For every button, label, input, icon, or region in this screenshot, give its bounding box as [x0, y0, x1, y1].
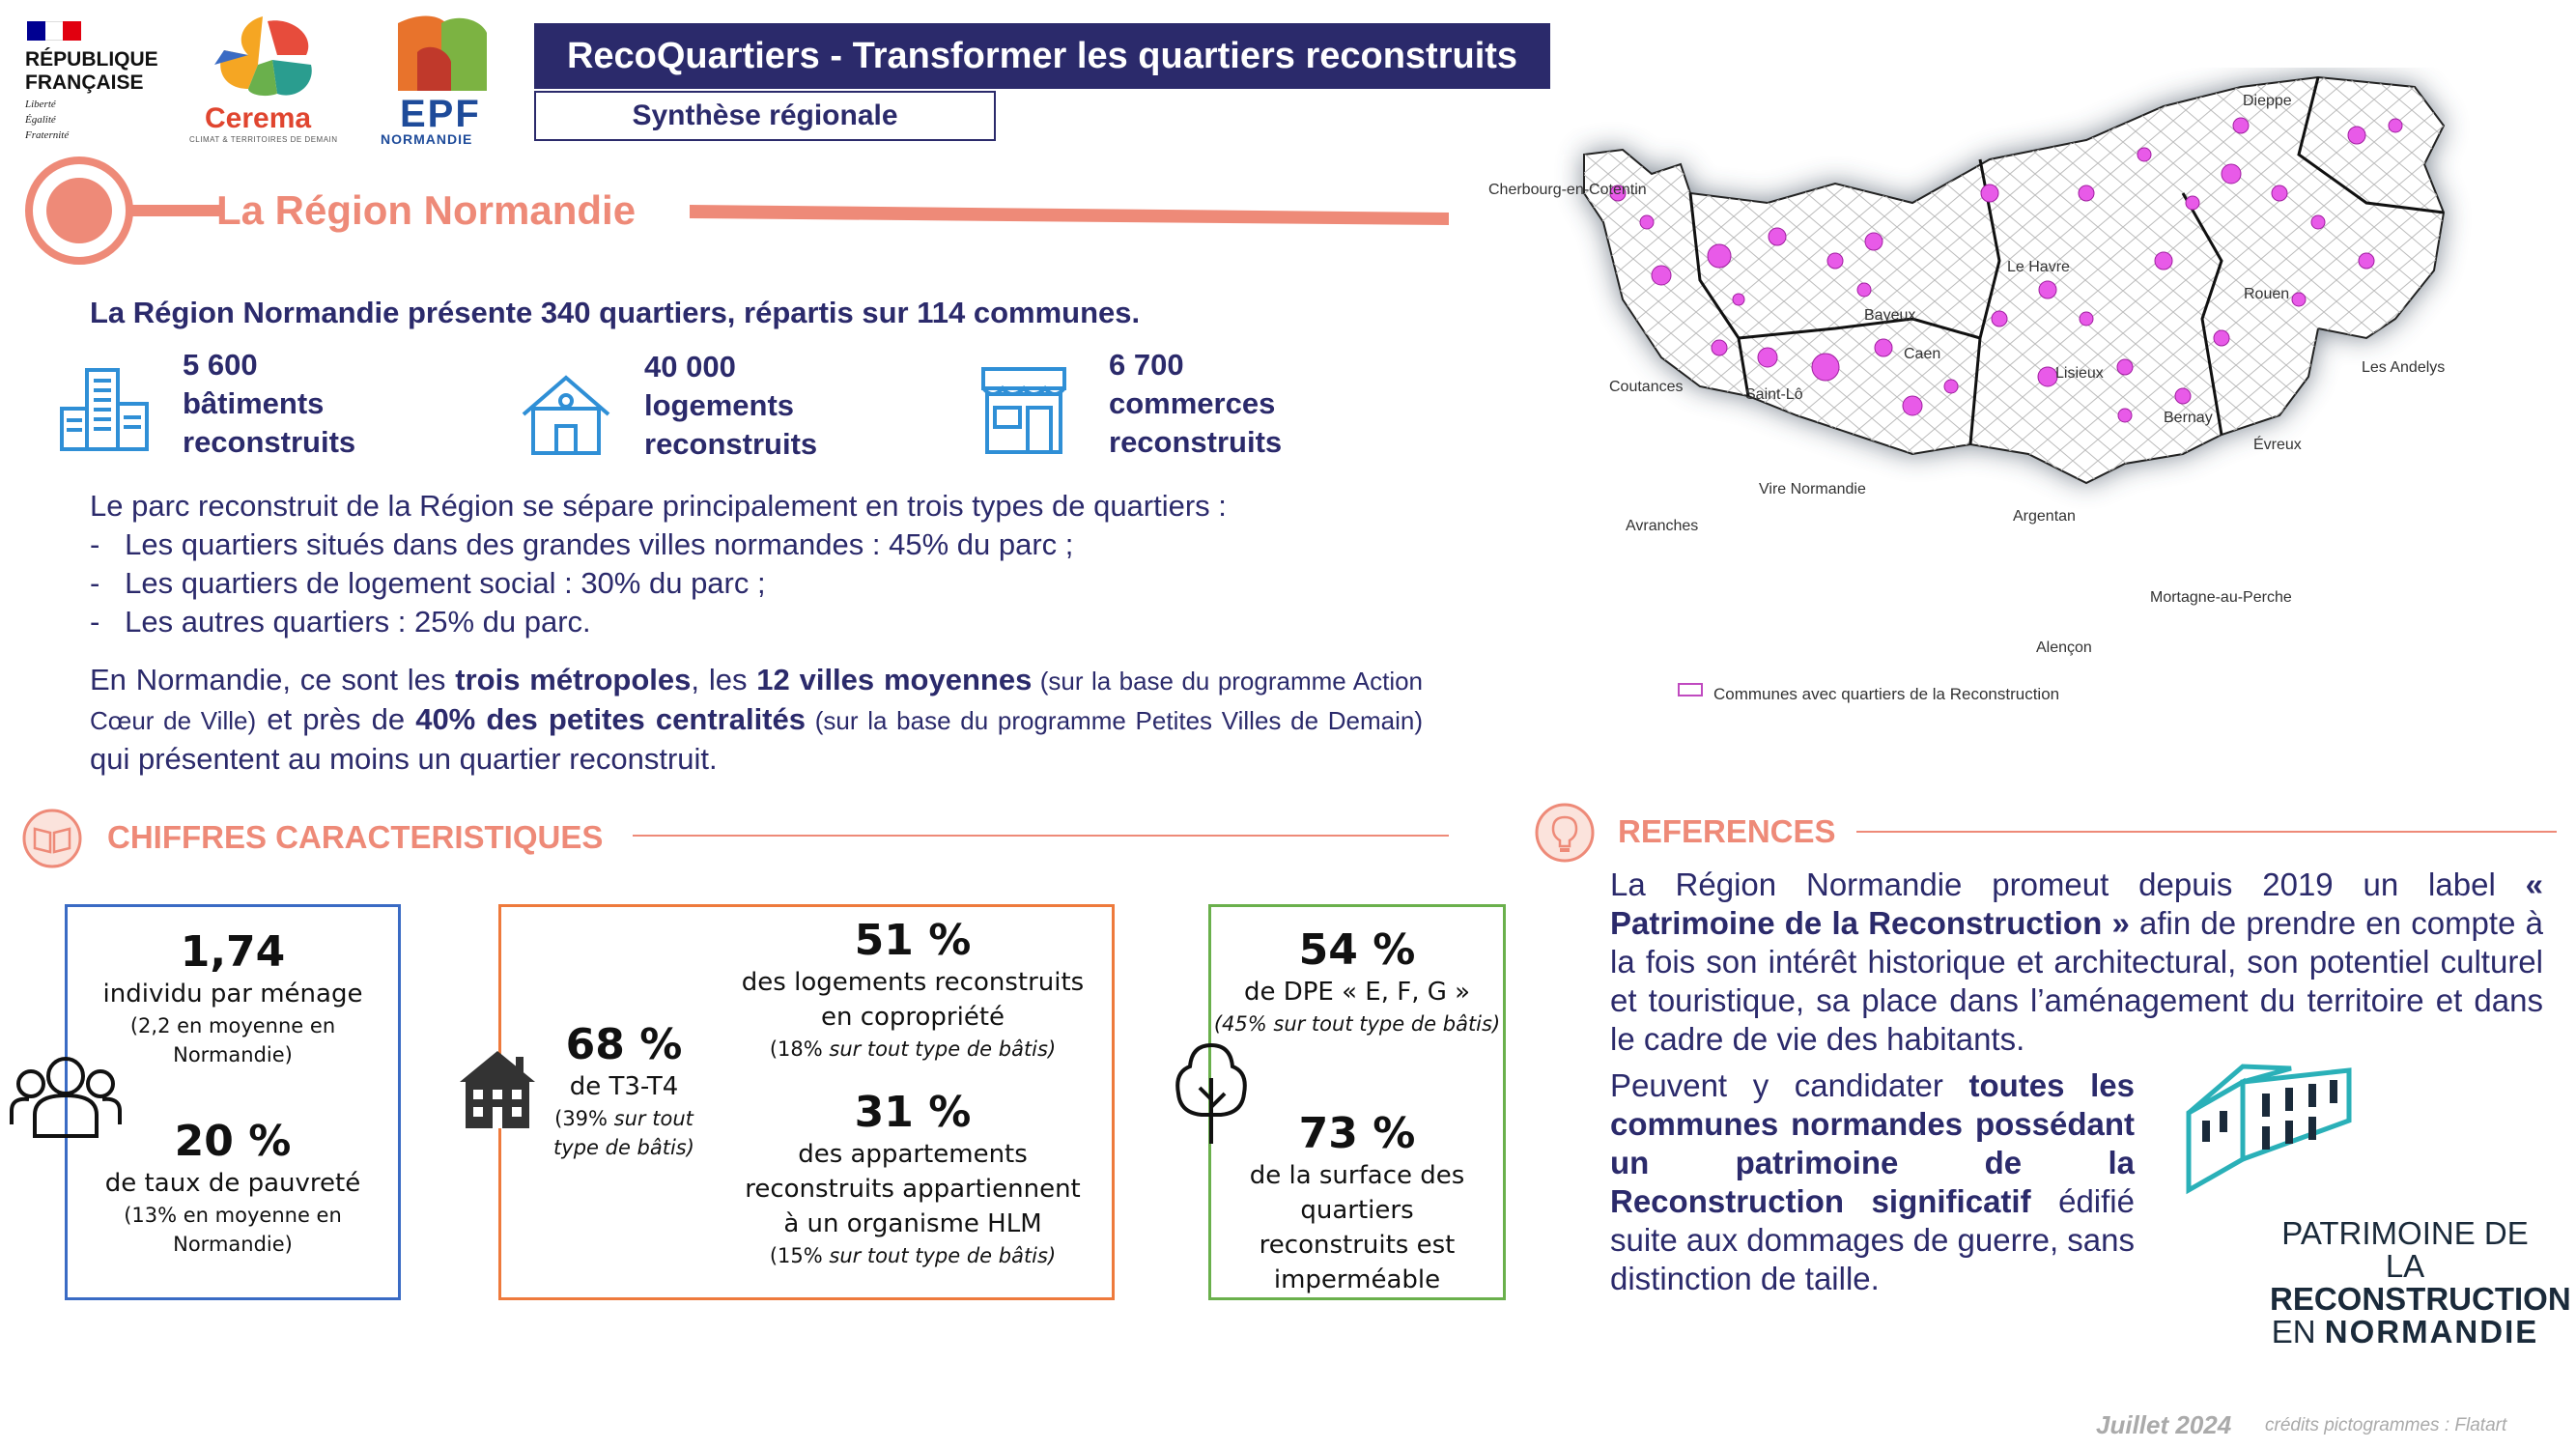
- city-label: Les Andelys: [2362, 359, 2446, 376]
- stat-housing-value: 40 000: [644, 350, 736, 384]
- logo-line3b: NORMANDIE: [2324, 1314, 2539, 1350]
- city-label: Alençon: [2036, 639, 2092, 656]
- city-label: Coutances: [1609, 379, 1684, 395]
- types-item-2-text: Les quartiers de logement social : 30% du parc ;: [125, 566, 766, 600]
- dpe-note: (45% sur tout type de bâtis): [1213, 1012, 1501, 1036]
- hlm-label3: à un organisme HLM: [783, 1209, 1042, 1238]
- ref-text4: édifié suite aux dommages de guerre, sans distinction de taille.: [1610, 1183, 2135, 1296]
- logo-line2: RECONSTRUCTION: [2270, 1281, 2571, 1317]
- copro-note-a: (18%: [769, 1037, 830, 1061]
- hlm-value: 31 %: [854, 1088, 972, 1137]
- city-label: Cherbourg-en-Cotentin: [1488, 182, 1647, 198]
- map-legend: Communes avec quartiers de la Reconstruction: [1713, 685, 2060, 703]
- normandie-paragraph: [90, 661, 1423, 779]
- t3t4-note-b: sur tout: [613, 1107, 694, 1130]
- impermeable-value: 73 %: [1298, 1109, 1416, 1158]
- t3t4-label: de T3-T4: [569, 1072, 679, 1101]
- impermeable-label2: quartiers: [1300, 1196, 1414, 1225]
- hlm-note-a: (15%: [769, 1244, 830, 1267]
- np-bold1: trois métropoles: [455, 663, 692, 696]
- types-item-3: - Les autres quartiers : 25% du parc.: [90, 605, 591, 639]
- poverty-note2: Normandie): [173, 1233, 293, 1256]
- copro-block: [734, 916, 1091, 1064]
- copro-value: 51 %: [854, 916, 972, 965]
- household-size-label: individu par ménage: [102, 980, 363, 1009]
- city-label: Le Havre: [2007, 259, 2070, 275]
- copro-label2: en copropriété: [820, 1003, 1005, 1032]
- copro-note-b: sur tout type de bâtis): [829, 1037, 1057, 1061]
- poverty-note1: (13% en moyenne en: [124, 1204, 342, 1227]
- normandie-map: [1545, 68, 2569, 782]
- poverty-label: de taux de pauvreté: [104, 1169, 361, 1198]
- republique-line1: RÉPUBLIQUE: [25, 48, 158, 71]
- cerema-tagline: CLIMAT & TERRITOIRES DE DEMAIN: [189, 135, 338, 144]
- np-text2: , les: [691, 663, 757, 696]
- motto-2: Égalité: [25, 114, 56, 126]
- city-label: Dieppe: [2243, 93, 2292, 109]
- hlm-label2: reconstruits appartiennent: [745, 1175, 1081, 1204]
- hlm-note-b: sur tout type de bâtis): [829, 1244, 1057, 1267]
- stat-housing: [644, 348, 817, 464]
- dpe-value: 54 %: [1298, 925, 1416, 975]
- republique-francaise-logo: [25, 21, 158, 141]
- references-title: REFERENCES: [1618, 813, 1836, 849]
- impermeable-label1: de la surface des: [1249, 1161, 1465, 1190]
- stat-housing-label2: reconstruits: [644, 427, 818, 461]
- t3t4-note-c: type de bâtis): [553, 1136, 694, 1159]
- stat-shops-label2: reconstruits: [1109, 425, 1283, 459]
- ref-text1: La Région Normandie promeut depuis 2019 un label: [1610, 867, 2526, 902]
- stat-buildings-label1: bâtiments: [183, 386, 325, 420]
- dpe-block: [1208, 925, 1506, 1038]
- page-subtitle: Synthèse régionale: [534, 91, 996, 141]
- ref-bold1: « Patrimoine de la Reconstruction »: [1610, 867, 2543, 941]
- republique-line2: FRANÇAISE: [25, 71, 144, 94]
- stat-shops-label1: commerces: [1109, 386, 1276, 420]
- book-icon: [21, 808, 83, 869]
- types-item-3-text: Les autres quartiers : 25% du parc.: [125, 605, 591, 639]
- stat-shops-value: 6 700: [1109, 348, 1184, 382]
- legend-swatch: [1679, 684, 1702, 696]
- french-flag-icon: [27, 21, 81, 41]
- stat-shops: [1109, 346, 1282, 462]
- city-label: Mortagne-au-Perche: [2150, 589, 2292, 606]
- stat-housing-label1: logements: [644, 388, 795, 422]
- ref-text3: Peuvent y candidater: [1610, 1067, 1969, 1103]
- ref-text2: afin de prendre en compte à la fois son intérêt historique et architectural, son potentiel culturel et touristique, sa place dans l’aménagement du territoire et dans le cadre de vie des habitants.: [1610, 905, 2543, 1057]
- impermeable-block: [1208, 1109, 1506, 1297]
- motto-3: Fraternité: [25, 129, 70, 141]
- section-title: La Région Normandie: [216, 187, 637, 233]
- city-label: Saint-Lô: [1745, 386, 1803, 403]
- logo-line3a: EN: [2271, 1314, 2325, 1350]
- chiffres-divider: [633, 835, 1449, 837]
- ref-bold2: toutes les communes normandes possédant un patrimoine de la Reconstruction significatif: [1610, 1067, 2135, 1219]
- city-label: Évreux: [2253, 437, 2302, 453]
- np-text3: et près de: [256, 702, 416, 736]
- poverty-value: 20 %: [174, 1117, 292, 1166]
- types-lead: Le parc reconstruit de la Région se sépare principalement en trois types de quartiers :: [90, 489, 1227, 523]
- cerema-logo-icon: [205, 12, 330, 103]
- references-divider: [1856, 831, 2557, 833]
- page-title: RecoQuartiers - Transformer les quartiers reconstruits: [534, 23, 1550, 89]
- stat-buildings-label2: reconstruits: [183, 425, 356, 459]
- city-label: Caen: [1904, 346, 1941, 362]
- cerema-name: Cerema: [205, 102, 312, 134]
- reconstruction-label-logo-icon: [2185, 1063, 2359, 1217]
- references-paragraph2: [1610, 1066, 2135, 1298]
- impermeable-label3: reconstruits est: [1259, 1231, 1456, 1260]
- household-size-note1: (2,2 en moyenne en: [129, 1014, 336, 1037]
- house-icon: [520, 372, 612, 457]
- household-size-note2: Normandie): [173, 1043, 293, 1066]
- hlm-label1: des appartements: [798, 1140, 1028, 1169]
- logo-line1: PATRIMOINE DE LA: [2281, 1215, 2529, 1284]
- motto-1: Liberté: [25, 99, 56, 110]
- epf-subtitle: NORMANDIE: [381, 131, 473, 147]
- intro-text: La Région Normandie présente 340 quartiers, répartis sur 114 communes.: [90, 296, 1141, 329]
- buildings-icon: [58, 365, 155, 454]
- poverty-block: [65, 1117, 401, 1259]
- np-small1: (sur la base du programme Action Cœur de Ville): [90, 667, 1424, 735]
- footer-credits: crédits pictogrammes : Flatart: [2265, 1415, 2507, 1435]
- stat-buildings: [183, 346, 355, 462]
- shop-icon: [977, 365, 1070, 456]
- copro-label1: des logements reconstruits: [741, 968, 1085, 997]
- np-small2: (sur la base du programme Petites Villes de Demain): [805, 706, 1424, 735]
- city-label: Argentan: [2013, 508, 2076, 525]
- chiffres-title: CHIFFRES CARACTERISTIQUES: [107, 819, 604, 855]
- city-label: Bernay: [2164, 410, 2213, 426]
- np-bold3: 40% des petites centralités: [415, 702, 806, 736]
- city-label: Bayeux: [1864, 307, 1916, 324]
- city-label: Vire Normandie: [1759, 481, 1866, 497]
- impermeable-label4: imperméable: [1273, 1265, 1441, 1294]
- reconstruction-label-text: [2270, 1215, 2571, 1350]
- dpe-label: de DPE « E, F, G »: [1243, 978, 1471, 1007]
- t3t4-block: [527, 1020, 721, 1162]
- city-label: Lisieux: [2055, 365, 2104, 382]
- footer-date: Juillet 2024: [2096, 1410, 2232, 1439]
- stat-buildings-value: 5 600: [183, 348, 258, 382]
- household-size-value: 1,74: [180, 927, 286, 977]
- types-item-2: - Les quartiers de logement social : 30% du parc ;: [90, 566, 766, 600]
- epf-logo-icon: [398, 14, 487, 91]
- types-item-1: - Les quartiers situés dans des grandes villes normandes : 45% du parc ;: [90, 527, 1074, 561]
- t3t4-note-a: (39%: [554, 1107, 614, 1130]
- np-bold2: 12 villes moyennes: [756, 663, 1033, 696]
- references-paragraph1: [1610, 866, 2543, 1059]
- household-block: [65, 927, 401, 1069]
- np-text1: En Normandie, ce sont les: [90, 663, 456, 696]
- city-label: Rouen: [2244, 286, 2290, 302]
- epf-name: EPF: [400, 93, 481, 135]
- t3t4-value: 68 %: [565, 1020, 683, 1069]
- hlm-block: [734, 1088, 1091, 1270]
- types-item-1-text: Les quartiers situés dans des grandes villes normandes : 45% du parc ;: [125, 527, 1074, 561]
- lightbulb-icon: [1534, 802, 1596, 864]
- city-label: Avranches: [1626, 518, 1699, 534]
- np-text4: qui présentent au moins un quartier reconstruit.: [90, 742, 718, 776]
